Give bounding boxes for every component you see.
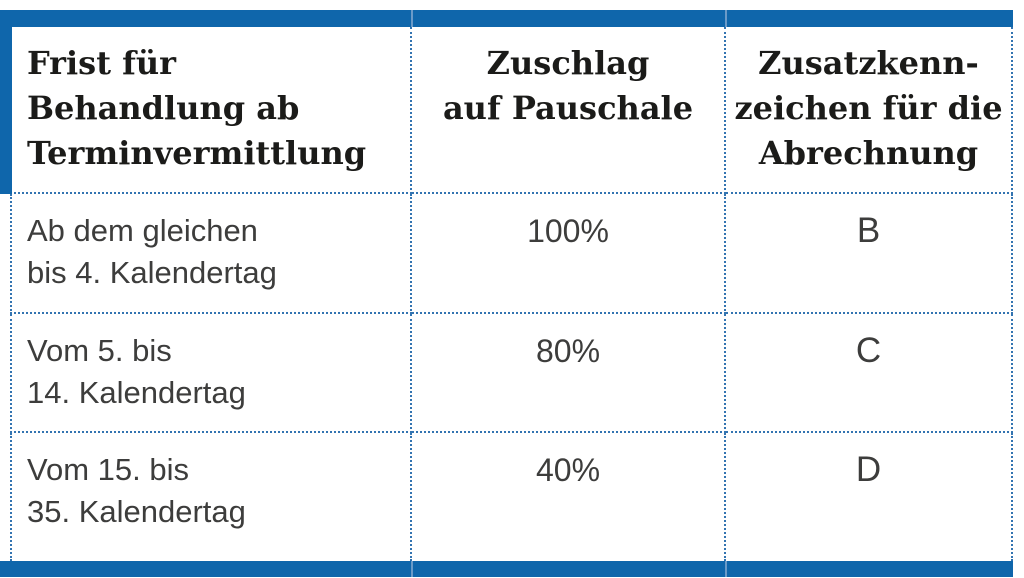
cell-frist-row2: [10, 314, 412, 433]
top-accent-bar: [0, 10, 1013, 27]
cell-zuschlag-row2: 80%: [412, 314, 726, 433]
header-line: Frist für: [27, 44, 176, 82]
cell-line: 14. Kalendertag: [27, 375, 246, 410]
header-cell-zusatzkennzeichen: [726, 27, 1013, 194]
header-line: auf Pauschale: [442, 89, 694, 127]
cell-kennzeichen-row2: C: [726, 314, 1013, 433]
cell-zuschlag-row3: 40%: [412, 433, 726, 561]
header-line: Zusatzkenn-: [758, 44, 979, 82]
surcharge-table: [10, 27, 1013, 561]
header-left-accent-bar: [0, 10, 12, 194]
header-line: zeichen für die: [734, 89, 1003, 127]
header-cell-frist: [10, 27, 412, 194]
cell-kennzeichen-row1: B: [726, 194, 1013, 314]
bottom-accent-bar: [0, 561, 1013, 577]
cell-line: Vom 15. bis: [27, 452, 189, 487]
cell-frist-row3: [10, 433, 412, 561]
cell-frist-row1: [10, 194, 412, 314]
cell-zuschlag-row1: 100%: [412, 194, 726, 314]
cell-line: 35. Kalendertag: [27, 494, 246, 529]
header-line: Terminvermittlung: [27, 134, 367, 172]
cell-line: Ab dem gleichen: [27, 213, 258, 248]
header-line: Abrechnung: [758, 134, 979, 172]
header-line: Behandlung ab: [27, 89, 300, 127]
header-line: Zuschlag: [486, 44, 650, 82]
cell-line: Vom 5. bis: [27, 333, 172, 368]
header-cell-zuschlag: [412, 27, 726, 194]
cell-line: bis 4. Kalendertag: [27, 255, 277, 290]
cell-kennzeichen-row3: D: [726, 433, 1013, 561]
